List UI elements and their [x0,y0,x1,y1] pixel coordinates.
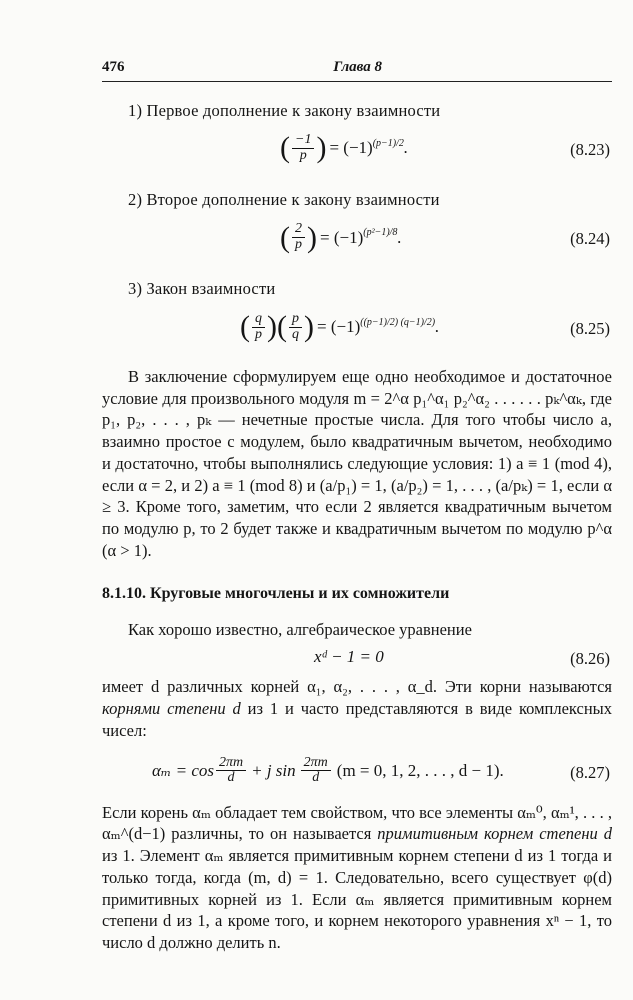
fraction: $\frac{2\pi m}{d}$ [216,756,246,786]
item-first-supplement: 1) Первое дополнение к закону взаимности [128,100,441,120]
book-page [102,58,612,954]
equation-number: (8.23) [570,139,610,159]
equation-8-26: xᵈ − 1 = 0 (8.26) [314,647,610,669]
item-reciprocity-law: 3) Закон взаимности [128,279,276,299]
equation-number: (8.25) [570,318,610,338]
equation-8-23: ( $\frac{-1}{p}$ ) = (−1) $^{(p-1)/2}$ . (8.23) [280,131,610,165]
fraction: $\frac{2}{p}$ [292,222,305,252]
equation-8-25: ( $\frac{q}{p}$ ) ( $\frac{p}{q}$ ) = (−1) $^{((p-1)/2) (q-1)/2)}$ . (8.25) [240,310,610,343]
fraction: $\frac{q}{p}$ [252,312,265,342]
fraction: $\frac{2\pi m}{d}$ [301,756,331,786]
fraction: $\frac{-1}{p}$ [292,133,314,163]
fraction: $\frac{p}{q}$ [289,312,302,342]
section-heading: 8.1.10. Круговые многочлены и их сомножители [102,584,450,602]
equation-number: (8.27) [570,762,610,782]
term-primitive-root: примитивным корнем степени d [377,824,613,844]
paragraph-roots: имеет d различных корней α₁, α₂, . . . , α_d. Эти корни называются корнями степени d из 1 и часто представляются в виде комплексных чисел: [102,677,612,740]
item-second-supplement: 2) Второе дополнение к закону взаимности [128,189,440,209]
equation-number: (8.26) [570,649,610,669]
page-header [102,58,612,82]
paragraph-conditions: В заключение сформулируем еще одно необходимое и достаточное условие для произвольного модуля m = 2^α p₁^α₁ p₂^α₂ . . . . . . pₖ^αₖ, где p₁, p₂, . . . , pₖ — нечетные простые числа. Для того чтобы число a, взаимно простое с модулем, было квадратичным вычетом, необходимо и достаточно, чтобы выполнялись следующие условия: 1) a ≡ 1 (mod 4), если α = 2, и 2) a ≡ 1 (mod 8) и (a/p₁) = 1, (a/p₂) = 1, . . . , (a/pₖ) = 1, если α ≥ 3. Кроме того, заметим, что если 2 является квадратичным вычетом по модулю p, то 2 будет также и квадратичным вычетом по модулю p^α (α > 1). [102,366,612,560]
chapter-title: Глава 8 [333,59,382,75]
paragraph-primitive-roots: Если корень αₘ обладает тем свойством, что все элементы αₘ⁰, αₘ¹, . . . , αₘ^(d−1) различны, то он называется примитивным корнем степени d из 1. Элемент αₘ является примитивным корнем степени d из 1 тогда и только тогда, когда (m, d) = 1. Следовательно, всего существует φ(d) примитивных корней из 1. Если αₘ является примитивным корнем степени d из 1, а кроме того, и корнем некоторого уравнения xⁿ − 1, то число d должно делить n. [102,802,613,953]
equation-8-27: αₘ = cos $\frac{2\pi m}{d}$ + j sin $\frac{2\pi m}{d}$ (m = 0, 1, 2, . . . , d − 1). (8.27) [152,754,610,786]
page-number: 476 [102,59,125,75]
equation-8-24: ( $\frac{2}{p}$ ) = (−1) $^{(p^2-1)/8}$ . (8.24) [280,220,610,254]
term-roots-of-unity: корнями степени d [102,699,241,719]
equation-number: (8.24) [570,229,610,249]
paragraph-intro: Как хорошо известно, алгебраическое уравнение [128,619,472,639]
